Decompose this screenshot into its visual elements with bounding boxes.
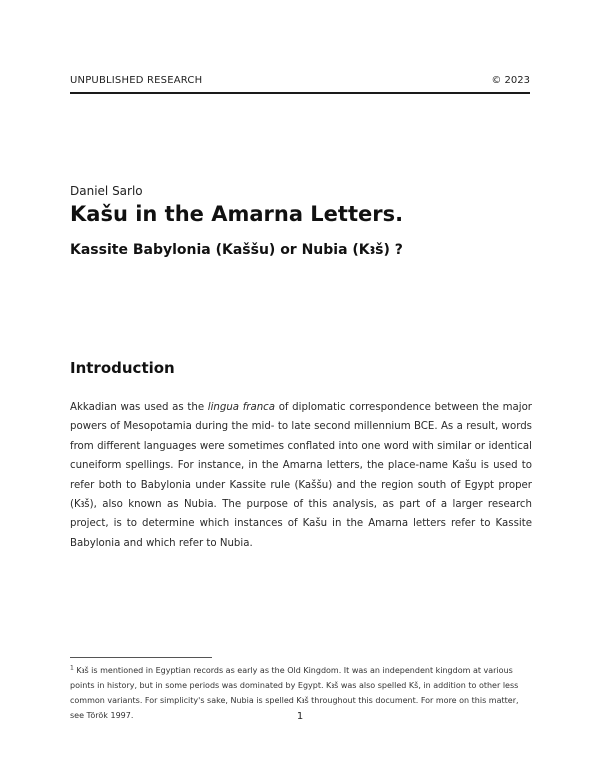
body-text-part-2: of diplomatic correspondence between the major powers of Mesopotamia during the mid- to late second millennium BCE. As a result, words from different languages were sometimes conflated into one word with similar or identical cuneiform spellings. For instance, in the Amarna letters, the place-name Kašu is used to refer both to Babylonia under Kassite rule (Kaššu) and the region south of Egypt proper (Kꜣš), also known as Nubia. The purpose of this analysis, as part of a larger research project, is to determine which instances of Kašu in the Amarna letters refer to Kassite Babylonia and which refer to Nubia. <box>70 402 532 549</box>
header-label: UNPUBLISHED RESEARCH <box>70 75 203 86</box>
section-heading-introduction: Introduction <box>70 359 175 377</box>
body-paragraph <box>70 398 532 553</box>
author-name: Daniel Sarlo <box>70 184 143 198</box>
header-rule <box>70 92 530 94</box>
footnote-text: Kꜣš is mentioned in Egyptian records as early as the Old Kingdom. It was an independent kingdom at various points in history, but in some periods was dominated by Egypt. Kꜣš was also spelled Kš, in addition to other less common variants. For simplicity's sake, Nubia is spelled Kꜣš throughout this document. For more on this matter, see Török 1997. <box>70 666 519 720</box>
page-subtitle: Kassite Babylonia (Kaššu) or Nubia (Kꜣš) ? <box>70 242 403 258</box>
body-text-part-1: Akkadian was used as the <box>70 402 208 413</box>
header-copyright: © 2023 <box>491 75 530 86</box>
footnote-rule <box>70 657 212 658</box>
body-text-lingua-franca: lingua franca <box>207 402 276 413</box>
page-number: 1 <box>296 711 304 722</box>
page-title: Kašu in the Amarna Letters. <box>70 202 404 226</box>
footnote-marker: 1 <box>70 664 74 672</box>
